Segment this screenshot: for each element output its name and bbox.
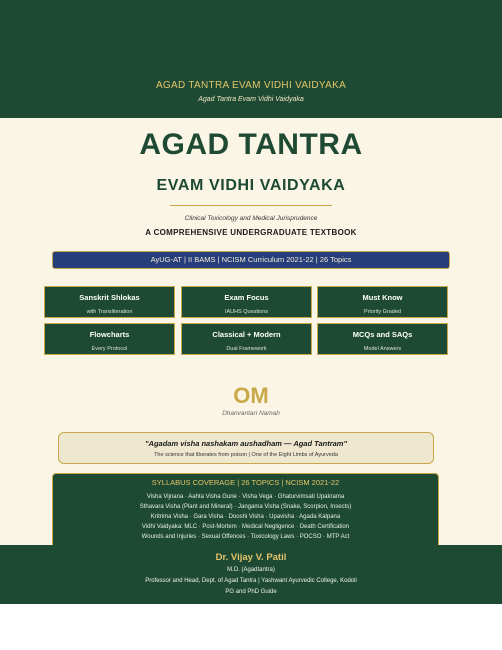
feature-box-sanskrit-shlokas [44, 286, 175, 318]
quote-text: "Agadam visha nashakam aushadham — Agad Tantram" [144, 439, 348, 448]
feature-title: Classical + Modern [212, 330, 281, 339]
syllabus-heading: SYLLABUS COVERAGE | 26 TOPICS | NCISM 2021-22 [151, 478, 340, 487]
feature-box-must-know [317, 286, 448, 318]
quote-box [58, 432, 434, 464]
feature-title: Exam Focus [224, 293, 269, 302]
feature-box-flowcharts [44, 323, 175, 355]
top-band [0, 0, 502, 118]
feature-title: Sanskrit Shlokas [79, 293, 140, 302]
feature-box-mcqs-saqs [317, 323, 448, 355]
syllabus-box [52, 473, 439, 553]
book-tagline: A COMPREHENSIVE UNDERGRADUATE TEXTBOOK [145, 228, 357, 237]
feature-box-classical-modern [181, 323, 312, 355]
feature-box-exam-focus [181, 286, 312, 318]
series-subtitle: Agad Tantra Evam Vidhi Vaidyaka [198, 96, 304, 103]
feature-title: Flowcharts [89, 330, 130, 339]
author-name: Dr. Vijay V. Patil [215, 552, 287, 563]
book-title: AGAD TANTRA [139, 128, 363, 161]
book-subtitle: EVAM VIDHI VAIDYAKA [156, 177, 346, 194]
om-symbol: OM [233, 383, 269, 408]
feature-subtitle: with Transliteration [86, 309, 133, 315]
feature-subtitle: Priority Graded [364, 309, 401, 315]
author-position: Professor and Head, Dept. of Agad Tantra | Yashwant Ayurvedic College, Kodoli [145, 578, 357, 584]
author-role: PG and PhD Guide [225, 589, 277, 595]
feature-title: Must Know [362, 293, 403, 302]
feature-subtitle: IAUHS Questions [224, 309, 269, 315]
syllabus-line: Vidhi Vaidyaka: MLC · Post-Mortem · Medical Negligence · Death Certification [141, 524, 350, 530]
invocation-text: Dhanvantari Namah [222, 410, 280, 417]
syllabus-line: Kritrima Visha · Gara Visha · Dooshi Visha · Upavisha · Agada Kalpana [150, 514, 341, 520]
feature-subtitle: Model Answers [363, 346, 402, 352]
series-title: AGAD TANTRA EVAM VIDHI VAIDYAKA [155, 80, 347, 91]
feature-title: MCQs and SAQs [352, 330, 413, 339]
author-band [0, 545, 502, 604]
author-degree: M.D. (Agadtantra) [227, 567, 275, 573]
quote-caption: The science that liberates from poison | One of the Eight Limbs of Ayurveda [154, 452, 338, 458]
book-description: Clinical Toxicology and Medical Jurisprudence [184, 215, 318, 222]
feature-subtitle: Every Protocol [91, 346, 128, 352]
gold-divider [170, 205, 332, 206]
syllabus-line: Sthavara Visha (Plant and Mineral) · Jangama Visha (Snake, Scorpion, Insects) [139, 504, 352, 510]
syllabus-line: Visha Vijnana · Aahta Visha Gune · Visha Vega · Ghaturvimsati Upakrama [146, 494, 345, 500]
syllabus-line: Wounds and Injuries · Sexual Offences · Toxicology Laws · POCSO · MTP Act [141, 534, 350, 540]
curriculum-info-bar: AyUG-AT | II BAMS | NCISM Curriculum 2021-22 | 26 Topics [52, 251, 450, 269]
feature-subtitle: Dual Framework [226, 346, 267, 352]
